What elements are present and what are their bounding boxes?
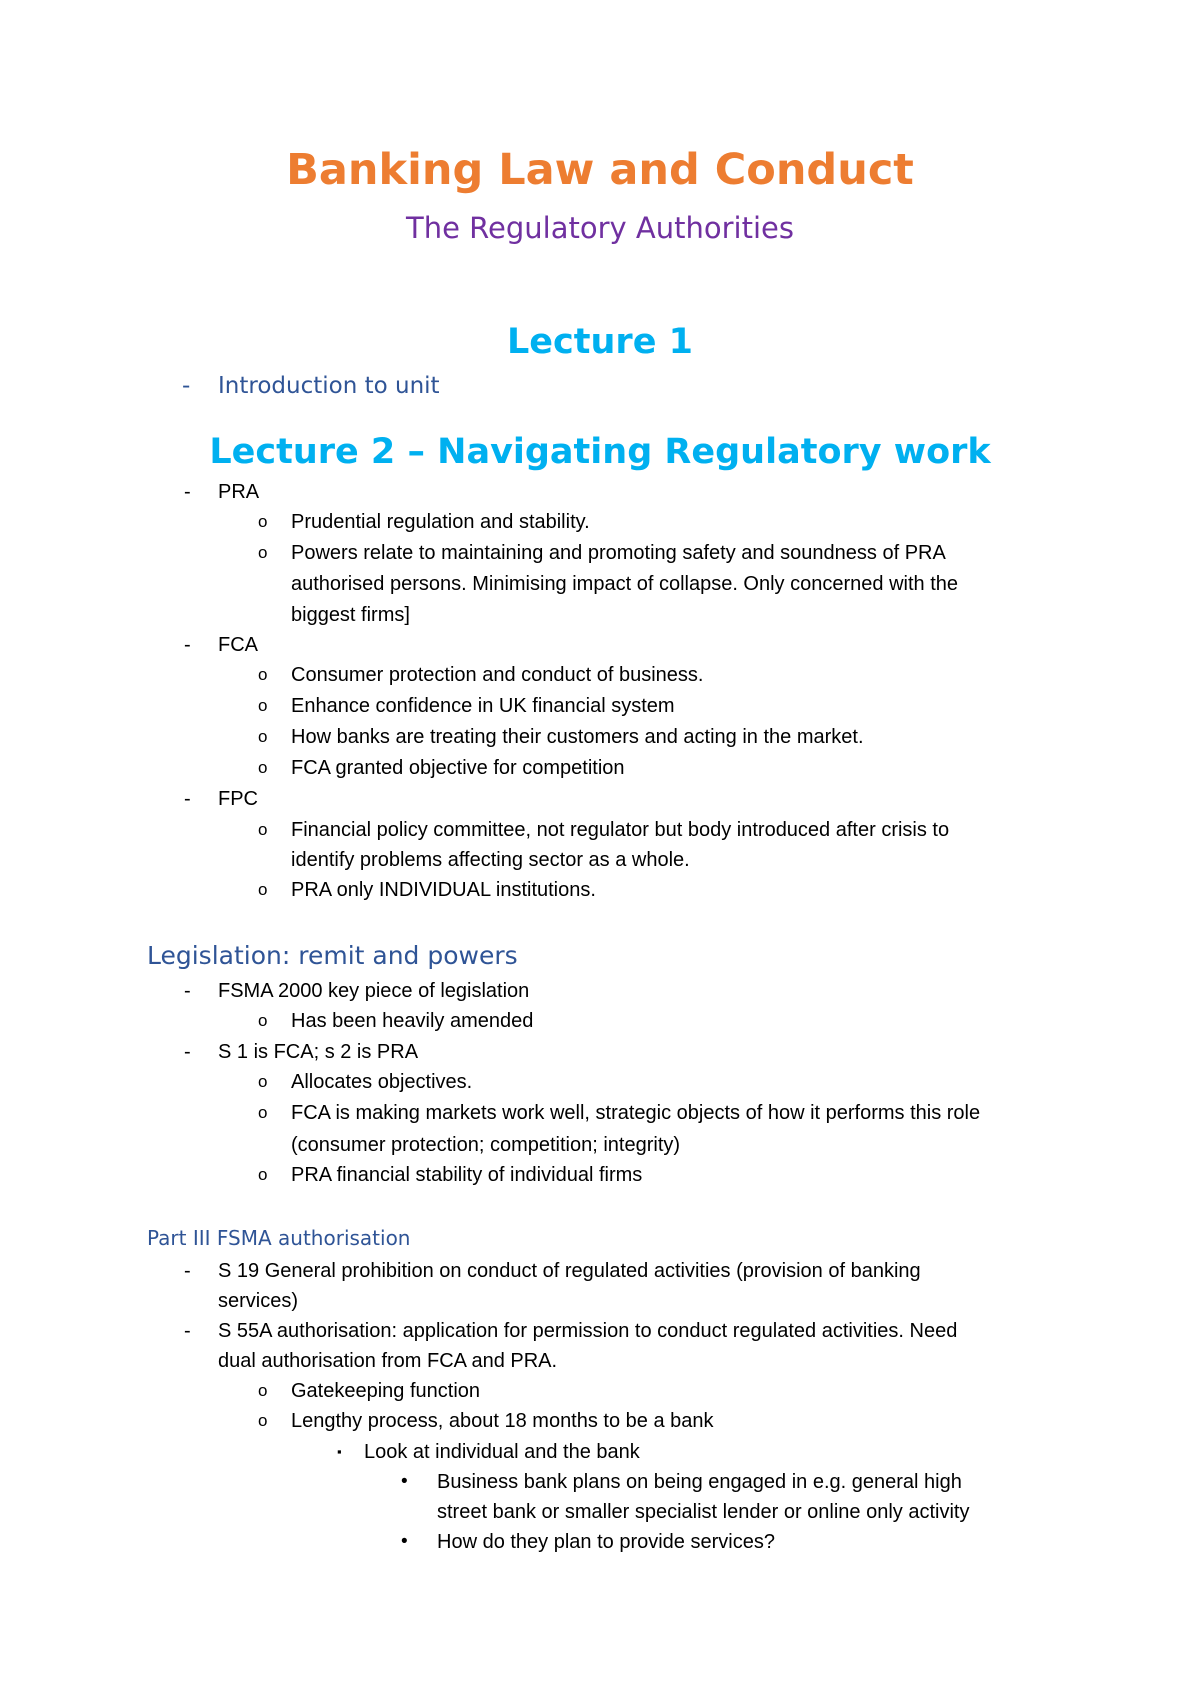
list-item-continuation: biggest firms]: [291, 604, 410, 626]
list-item: FSMA 2000 key piece of legislation: [218, 980, 530, 1002]
circle-bullet: o: [258, 1411, 268, 1430]
lecture-2-heading: Lecture 2 – Navigating Regulatory work: [209, 432, 991, 472]
list-item: How do they plan to provide services?: [437, 1531, 775, 1553]
circle-bullet: o: [258, 1072, 268, 1091]
circle-bullet: o: [258, 1165, 268, 1184]
document-title: Banking Law and Conduct: [286, 145, 914, 195]
circle-bullet: o: [258, 727, 268, 746]
list-item: How banks are treating their customers and acting in the market.: [291, 726, 864, 748]
dash-marker: -: [184, 980, 191, 1002]
list-item-continuation: services): [218, 1290, 299, 1312]
circle-bullet: o: [258, 880, 268, 899]
document-subtitle: The Regulatory Authorities: [406, 211, 794, 245]
dash-marker: -: [184, 1260, 191, 1282]
list-item: Lengthy process, about 18 months to be a bank: [291, 1410, 714, 1432]
list-item: Consumer protection and conduct of business.: [291, 664, 704, 686]
list-item-continuation: identify problems affecting sector as a whole.: [291, 849, 690, 871]
list-item-continuation: authorised persons. Minimising impact of collapse. Only concerned with the: [291, 573, 958, 595]
list-item: Powers relate to maintaining and promoting safety and soundness of PRA: [291, 542, 946, 564]
list-item-continuation: dual authorisation from FCA and PRA.: [218, 1350, 558, 1372]
dash-marker: -: [184, 481, 191, 503]
dash-marker: -: [184, 788, 191, 810]
list-item: PRA financial stability of individual firms: [291, 1164, 643, 1186]
circle-bullet: o: [258, 665, 268, 684]
dot-bullet: •: [401, 1471, 408, 1492]
list-item: PRA only INDIVIDUAL institutions.: [291, 879, 596, 901]
list-item: Has been heavily amended: [291, 1010, 534, 1032]
fpc-label: FPC: [218, 788, 258, 810]
circle-bullet: o: [258, 1011, 268, 1030]
part-3-heading: Part III FSMA authorisation: [147, 1226, 411, 1250]
list-item: Gatekeeping function: [291, 1380, 481, 1402]
circle-bullet: o: [258, 758, 268, 777]
list-item-continuation: street bank or smaller specialist lender or online only activity: [437, 1501, 970, 1523]
dash-marker: -: [184, 634, 191, 656]
circle-bullet: o: [258, 543, 268, 562]
circle-bullet: o: [258, 1103, 268, 1122]
square-bullet: ▪: [337, 1444, 342, 1459]
circle-bullet: o: [258, 512, 268, 531]
lecture-1-heading: Lecture 1: [507, 322, 693, 362]
list-item: S 1 is FCA; s 2 is PRA: [218, 1041, 419, 1063]
list-item: Prudential regulation and stability.: [291, 511, 590, 533]
circle-bullet: o: [258, 696, 268, 715]
list-item: S 55A authorisation: application for permission to conduct regulated activities. Need: [218, 1320, 958, 1342]
dash-marker: -: [184, 1041, 191, 1063]
dot-bullet: •: [401, 1531, 408, 1552]
list-item: Look at individual and the bank: [364, 1441, 640, 1463]
list-item: FCA granted objective for competition: [291, 757, 625, 779]
pra-label: PRA: [218, 481, 260, 503]
lecture-1-item-text: Introduction to unit: [218, 373, 440, 399]
list-item: FCA is making markets work well, strategic objects of how it performs this role: [291, 1102, 981, 1124]
list-item: Allocates objectives.: [291, 1071, 473, 1093]
legislation-heading: Legislation: remit and powers: [147, 941, 518, 970]
list-item: S 19 General prohibition on conduct of regulated activities (provision of banking: [218, 1260, 921, 1282]
list-item: Business bank plans on being engaged in e.g. general high: [437, 1471, 962, 1493]
list-item-continuation: (consumer protection; competition; integrity): [291, 1134, 681, 1156]
circle-bullet: o: [258, 1381, 268, 1400]
fca-label: FCA: [218, 634, 258, 656]
dash-marker: -: [182, 373, 191, 399]
circle-bullet: o: [258, 820, 268, 839]
dash-marker: -: [184, 1320, 191, 1342]
list-item: Enhance confidence in UK financial system: [291, 695, 675, 717]
list-item: Financial policy committee, not regulator but body introduced after crisis to: [291, 819, 950, 841]
